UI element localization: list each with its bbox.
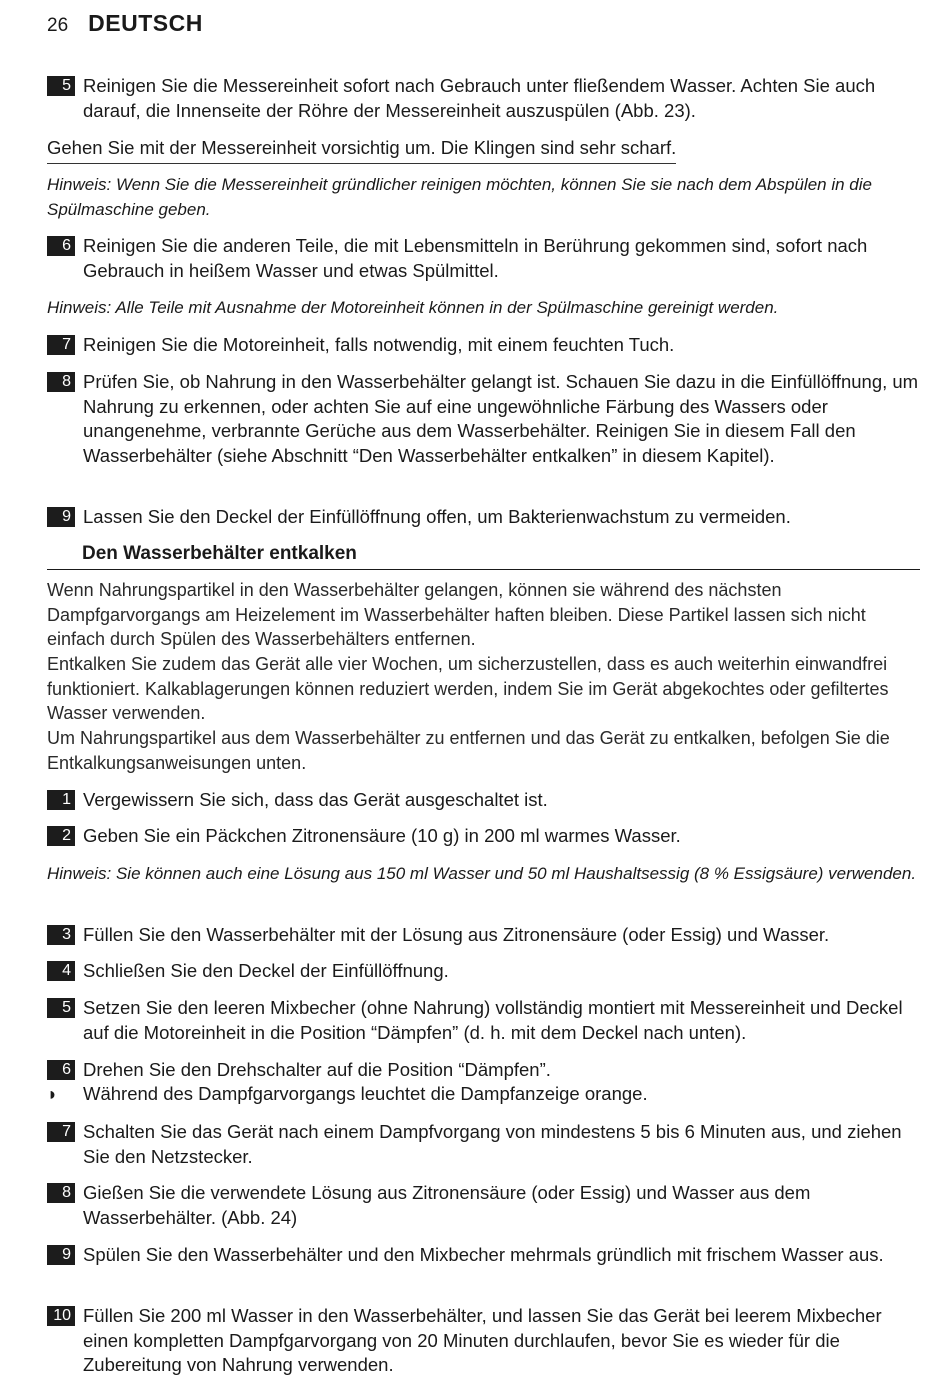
- intro-paragraph-2: Entkalken Sie zudem das Gerät alle vier Wochen, um sicherzustellen, dass es auch weiterhin einwandfrei funktioniert. Kalkablagerungen können reduziert werden, indem Sie im Gerät abgekochtes oder gefiltertes Wasser verwenden.: [47, 654, 889, 723]
- step-number: 5: [47, 76, 75, 96]
- subsection-heading-rule: [47, 541, 920, 570]
- note-dishwasher-parts: Hinweis: Alle Teile mit Ausnahme der Motoreinheit können in der Spülmaschine gereinigt werden.: [47, 298, 779, 317]
- note-dishwasher-blade: Hinweis: Wenn Sie die Messereinheit gründlicher reinigen möchten, können Sie sie nach dem Abspülen in die Spülmaschine geben.: [47, 175, 872, 219]
- step-number: 7: [47, 1122, 75, 1142]
- step-text: Schließen Sie den Deckel der Einfüllöffnung.: [83, 960, 449, 981]
- cleaning-step-7: [47, 333, 922, 358]
- step-number: 2: [47, 826, 75, 846]
- page-header: [47, 10, 203, 37]
- step-text: Prüfen Sie, ob Nahrung in den Wasserbehälter gelangt ist. Schauen Sie dazu in die Einfüllöffnung, um Nahrung zu erkennen, oder achten Sie auf eine ungewöhnliche Färbung des Wassers oder unangenehme, verbrannte Gerüche aus dem Wasserbehälter. Reinigen Sie in diesem Fall den Wasserbehälter (siehe Abschnitt “Den Wasserbehälter entkalken” in diesem Kapitel).: [83, 371, 919, 466]
- section-title: DEUTSCH: [88, 10, 203, 36]
- step-text: Füllen Sie 200 ml Wasser in den Wasserbehälter, und lassen Sie das Gerät bei leerem Mixbecher einen kompletten Dampfgarvorgang von 20 Minuten durchlaufen, bevor Sie es wieder für die Zubereitung von Nahrung verwenden.: [83, 1305, 882, 1375]
- descale-step-2: [47, 824, 922, 849]
- warning-text: Gehen Sie mit der Messereinheit vorsichtig um. Die Klingen sind sehr scharf.: [47, 136, 676, 164]
- step-text: Reinigen Sie die Messereinheit sofort nach Gebrauch unter fließendem Wasser. Achten Sie auch darauf, die Innenseite der Röhre der Messereinheit auszuspülen (Abb. 23).: [83, 75, 876, 121]
- note-vinegar: Hinweis: Sie können auch eine Lösung aus 150 ml Wasser und 50 ml Haushaltsessig (8 % Essigsäure) verwenden.: [47, 864, 917, 883]
- descale-step-5: [47, 996, 922, 1045]
- intro-paragraph-3: Um Nahrungspartikel aus dem Wasserbehälter zu entfernen und das Gerät zu entkalken, befolgen Sie die Entkalkungsanweisungen unten.: [47, 728, 890, 773]
- step-text: Lassen Sie den Deckel der Einfüllöffnung offen, um Bakterienwachstum zu vermeiden.: [83, 506, 791, 527]
- step-number: 9: [47, 507, 75, 527]
- step-number: 9: [47, 1245, 75, 1265]
- step-number: 7: [47, 335, 75, 355]
- descale-step-1: [47, 788, 922, 813]
- cleaning-step-5: [47, 74, 922, 123]
- step-number: 8: [47, 372, 75, 392]
- descale-step-6: [47, 1058, 922, 1083]
- descale-step-10: [47, 1304, 922, 1378]
- result-bullet-icon: ◗: [47, 1084, 58, 1104]
- step-number: 1: [47, 790, 75, 810]
- cleaning-step-9: [47, 505, 922, 530]
- step-text: Reinigen Sie die Motoreinheit, falls notwendig, mit einem feuchten Tuch.: [83, 334, 675, 355]
- descale-step-8: [47, 1181, 922, 1230]
- descale-step-7: [47, 1120, 922, 1169]
- step-text: Drehen Sie den Drehschalter auf die Position “Dämpfen”.: [83, 1059, 551, 1080]
- step-number: 4: [47, 961, 75, 981]
- step-number: 10: [47, 1306, 75, 1326]
- step-number: 3: [47, 925, 75, 945]
- descale-step-3: [47, 923, 922, 948]
- step-text: Spülen Sie den Wasserbehälter und den Mixbecher mehrmals gründlich mit frischem Wasser aus.: [83, 1244, 884, 1265]
- descale-step-6-result: [47, 1082, 922, 1107]
- step-text: Füllen Sie den Wasserbehälter mit der Lösung aus Zitronensäure (oder Essig) und Wasser.: [83, 924, 830, 945]
- step-text: Gießen Sie die verwendete Lösung aus Zitronensäure (oder Essig) und Wasser aus dem Wasserbehälter. (Abb. 24): [83, 1182, 811, 1228]
- cleaning-step-8: [47, 370, 922, 468]
- step-text: Setzen Sie den leeren Mixbecher (ohne Nahrung) vollständig montiert mit Messereinheit und Deckel auf die Motoreinheit in die Position “Dämpfen” (d. h. mit dem Deckel nach unten).: [83, 997, 903, 1043]
- step-number: 5: [47, 998, 75, 1018]
- descale-step-4: [47, 959, 922, 984]
- step-number: 6: [47, 1060, 75, 1080]
- descale-step-9: [47, 1243, 922, 1268]
- page-number: 26: [47, 15, 69, 36]
- intro-paragraph-1: Wenn Nahrungspartikel in den Wasserbehälter gelangen, können sie während des nächsten Dampfgarvorgangs am Heizelement im Wasserbehälter haften bleiben. Diese Partikel lassen sich nicht einfach durch Spülen des Wasserbehälters entfernen.: [47, 580, 866, 649]
- step-number: 6: [47, 236, 75, 256]
- step-text: Vergewissern Sie sich, dass das Gerät ausgeschaltet ist.: [83, 789, 548, 810]
- step-text: Geben Sie ein Päckchen Zitronensäure (10 g) in 200 ml warmes Wasser.: [83, 825, 681, 846]
- step-text: Schalten Sie das Gerät nach einem Dampfvorgang von mindestens 5 bis 6 Minuten aus, und ziehen Sie den Netzstecker.: [83, 1121, 902, 1167]
- result-text: Während des Dampfgarvorgangs leuchtet die Dampfanzeige orange.: [83, 1083, 648, 1104]
- step-number: 8: [47, 1183, 75, 1203]
- subsection-heading: Den Wasserbehälter entkalken: [82, 543, 357, 564]
- cleaning-step-6: [47, 234, 922, 283]
- step-text: Reinigen Sie die anderen Teile, die mit Lebensmitteln in Berührung gekommen sind, sofort nach Gebrauch in heißem Wasser und etwas Spülmittel.: [83, 235, 868, 281]
